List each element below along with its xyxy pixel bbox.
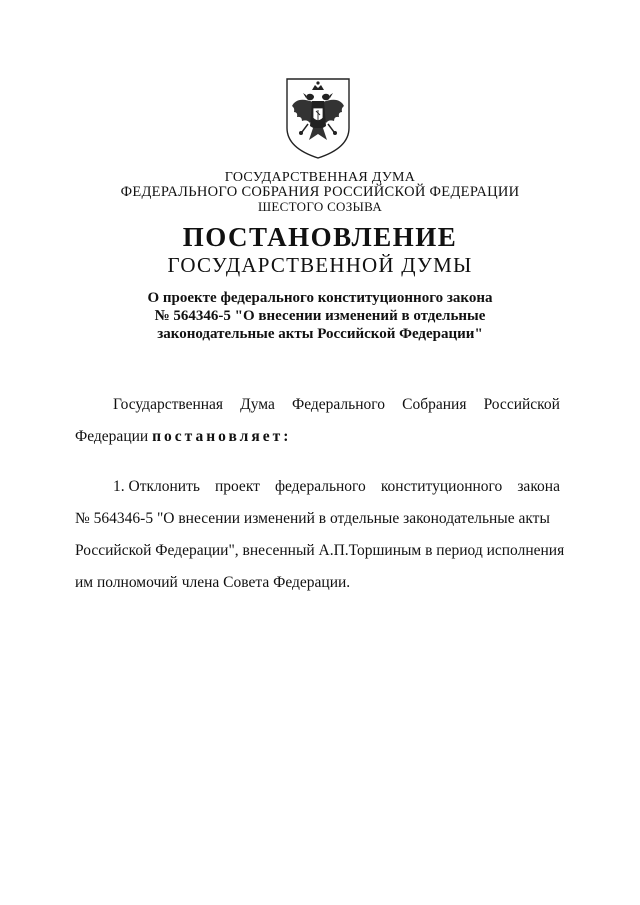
clause-line bbox=[75, 471, 560, 503]
clause-1 bbox=[75, 471, 565, 599]
preamble-word: Федерального bbox=[291, 396, 386, 413]
subject-line: О проекте федерального конституционного закона bbox=[147, 290, 493, 306]
clause-word: 1. Отклонить bbox=[113, 478, 200, 495]
clause-word: конституционного bbox=[380, 478, 503, 495]
clause-line: им полномочий члена Совета Федерации. bbox=[75, 574, 351, 591]
preamble-word: Российской bbox=[483, 396, 560, 413]
preamble-word: Государственная bbox=[113, 396, 224, 413]
document-title: ПОСТАНОВЛЕНИЕ bbox=[182, 222, 458, 252]
header-federal-assembly: ФЕДЕРАЛЬНОГО СОБРАНИЯ РОССИЙСКОЙ ФЕДЕРАЦИИ bbox=[120, 184, 520, 200]
subject-line: № 564346-5 "О внесении изменений в отдельные bbox=[154, 308, 486, 324]
preamble-line bbox=[75, 389, 560, 421]
preamble-word: Федерации bbox=[75, 428, 149, 445]
resolution-verb: постановляет: bbox=[152, 428, 292, 445]
preamble-line bbox=[75, 421, 560, 453]
clause-word: проект bbox=[214, 478, 260, 495]
header-duma: ГОСУДАРСТВЕННАЯ ДУМА bbox=[224, 170, 416, 185]
preamble-paragraph bbox=[75, 389, 560, 453]
document-subject bbox=[0, 289, 640, 343]
subject-line: законодательные акты Российской Федерации" bbox=[157, 326, 483, 342]
clause-line: № 564346-5 "О внесении изменений в отдельные законодательные акты bbox=[75, 510, 550, 527]
preamble-word: Собрания bbox=[402, 396, 467, 413]
clause-word: федерального bbox=[274, 478, 366, 495]
preamble-word: Дума bbox=[240, 396, 275, 413]
coat-of-arms-icon bbox=[283, 76, 353, 160]
clause-word: закона bbox=[517, 478, 560, 495]
clause-line: Российской Федерации", внесенный А.П.Торшиным в период исполнения bbox=[75, 542, 565, 559]
header-convocation: ШЕСТОГО СОЗЫВА bbox=[257, 199, 383, 214]
document-subtitle: ГОСУДАРСТВЕННОЙ ДУМЫ bbox=[167, 253, 473, 277]
